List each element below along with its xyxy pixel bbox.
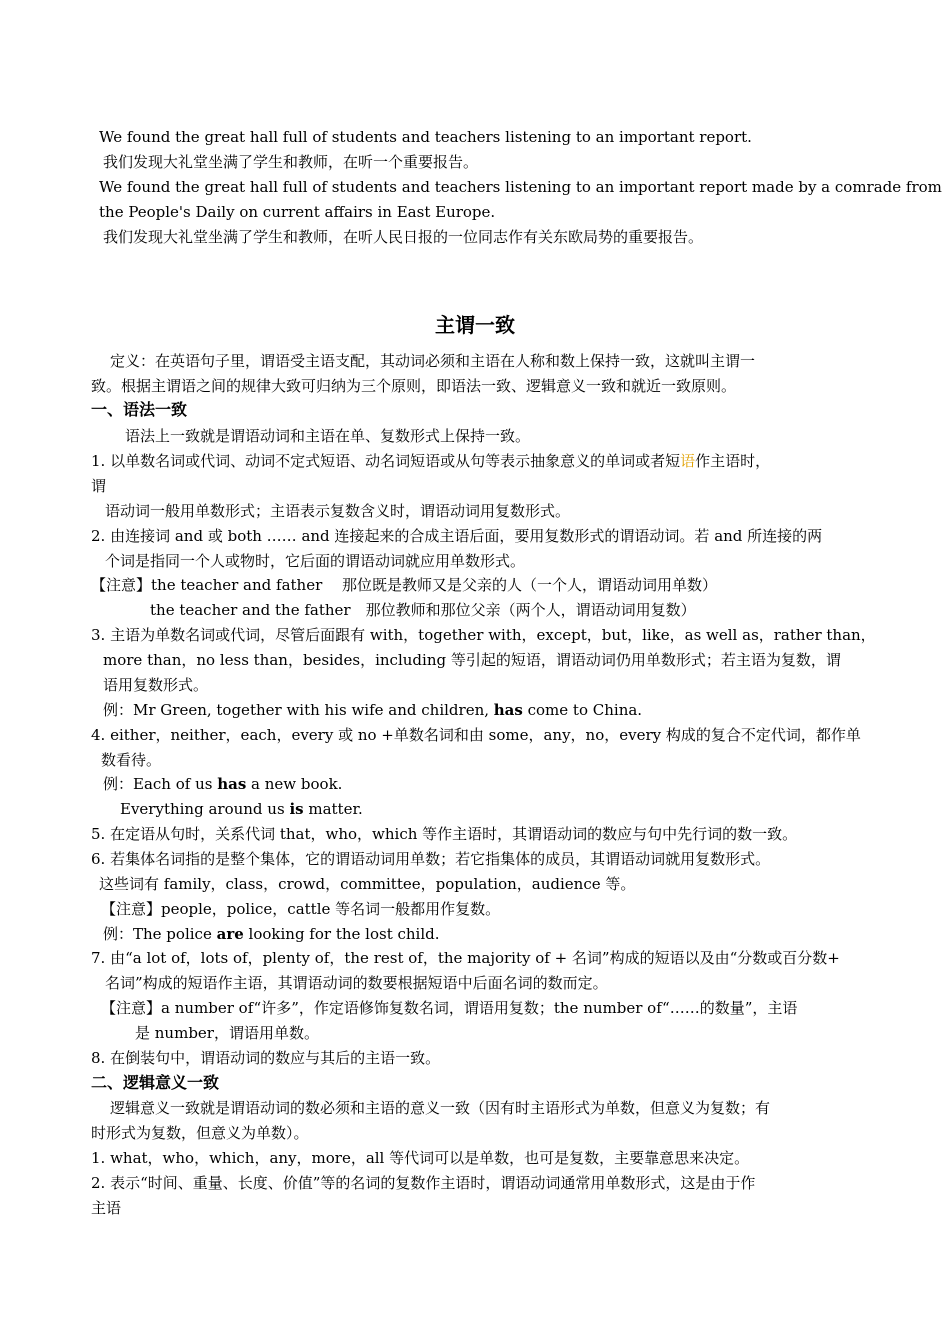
rule-3-line-1: 3. 主语为单数名词或代词，尽管后面跟有 with，together with，except，but，like，as well as，rather than，	[91, 626, 876, 644]
note-1-line-2: the teacher and the father 那位教师和那位父亲（两个人，谓语动词用复数）	[150, 601, 696, 619]
note-3-line-1: 【注意】a number of“许多”，作定语修饰复数名词，谓语用复数；the number of“……的数量”，主语	[101, 999, 798, 1017]
rule-2-line-2: 个词是指同一个人或物时，它后面的谓语动词就应用单数形式。	[105, 552, 526, 570]
intro-line-4: the People's Daily on current affairs in East Europe.	[99, 203, 496, 221]
rule-8: 8. 在倒装句中，谓语动词的数应与其后的主语一致。	[91, 1049, 441, 1067]
example-2: 例：Each of us has a new book.	[103, 775, 343, 793]
rule-2-line-1: 2. 由连接词 and 或 both …… and 连接起来的合成主语后面，要用复数形式的谓语动词。若 and 所连接的两	[91, 527, 823, 545]
example-4: 例：The police are looking for the lost child.	[103, 925, 440, 943]
rule-6-line-1: 6. 若集体名词指的是整个集体，它的谓语动词用单数；若它指集体的成员，其谓语动词就用复数形式。	[91, 850, 771, 868]
rule-6-line-2: 这些词有 family，class，crowd，committee，population，audience 等。	[99, 875, 636, 893]
intro-line-2: 我们发现大礼堂坐满了学生和教师，在听一个重要报告。	[103, 153, 479, 171]
intro-line-3: We found the great hall full of students and teachers listening to an important report made by a comrade from	[99, 178, 942, 196]
note-2: 【注意】people，police，cattle 等名词一般都用作复数。	[101, 900, 501, 918]
rule-4-line-1: 4. either，neither，each，every 或 no +单数名词和由 some，any，no，every 构成的复合不定代词，都作单	[91, 726, 861, 744]
rule-1-line-1: 1. 以单数名词或代词、动词不定式短语、动名词短语或从句等表示抽象意义的单词或者短语作主语时，	[91, 452, 771, 470]
example-3: Everything around us is matter.	[120, 800, 363, 818]
section-heading-logic: 二、逻辑意义一致	[91, 1073, 220, 1092]
section1-intro: 语法上一致就是谓语动词和主语在单、复数形式上保持一致。	[125, 427, 531, 445]
rule-5: 5. 在定语从句时，关系代词 that，who，which 等作主语时，其谓语动词的数应与句中先行词的数一致。	[91, 825, 798, 843]
rule-7-line-2: 名词”构成的短语作主语，其谓语动词的数要根据短语中后面名词的数而定。	[105, 974, 608, 992]
logic-rule-1: 1. what，who，which，any，more，all 等代词可以是单数，也可是复数，主要靠意思来决定。	[91, 1149, 750, 1167]
definition-line-1: 定义：在英语句子里，谓语受主语支配，其动词必须和主语在人称和数上保持一致，这就叫主谓一	[110, 352, 756, 370]
rule-1-line-2: 谓	[91, 477, 107, 495]
rule-4-line-2: 数看待。	[101, 751, 162, 769]
rule-1-line-3: 语动词一般用单数形式；主语表示复数含义时，谓语动词用复数形式。	[105, 502, 571, 520]
example-1: 例：Mr Green, together with his wife and children, has come to China.	[103, 701, 643, 719]
rule-3-line-2: more than，no less than，besides，including 等引起的短语，谓语动词仍用单数形式；若主语为复数，谓	[103, 651, 841, 669]
section2-intro-line-2: 时形式为复数，但意义为单数）。	[91, 1124, 309, 1142]
rule-7-line-1: 7. 由“a lot of，lots of，plenty of，the rest of，the majority of + 名词”构成的短语以及由“分数或百分数+	[91, 949, 840, 967]
logic-rule-2-line-1: 2. 表示“时间、重量、长度、价值”等的名词的复数作主语时，谓语动词通常用单数形式，这是由于作	[91, 1174, 756, 1192]
intro-line-5: 我们发现大礼堂坐满了学生和教师，在听人民日报的一位同志作有关东欧局势的重要报告。	[103, 228, 704, 246]
definition-line-2: 致。根据主谓语之间的规律大致可归纳为三个原则，即语法一致、逻辑意义一致和就近一致原则。	[91, 377, 737, 395]
note-1-line-1: 【注意】the teacher and father 那位既是教师又是父亲的人（一个人，谓语动词用单数）	[91, 576, 718, 594]
note-3-line-2: 是 number，谓语用单数。	[135, 1024, 319, 1042]
intro-line-1: We found the great hall full of students and teachers listening to an important report.	[99, 128, 752, 146]
section2-intro-line-1: 逻辑意义一致就是谓语动词的数必须和主语的意义一致（因有时主语形式为单数，但意义为复数；有	[110, 1099, 771, 1117]
rule-3-line-3: 语用复数形式。	[103, 676, 209, 694]
highlighted-char: 语	[680, 452, 696, 470]
section-heading-grammar: 一、语法一致	[91, 400, 188, 419]
logic-rule-2-line-2: 主语	[91, 1199, 122, 1217]
page-title: 主谓一致	[435, 313, 515, 337]
